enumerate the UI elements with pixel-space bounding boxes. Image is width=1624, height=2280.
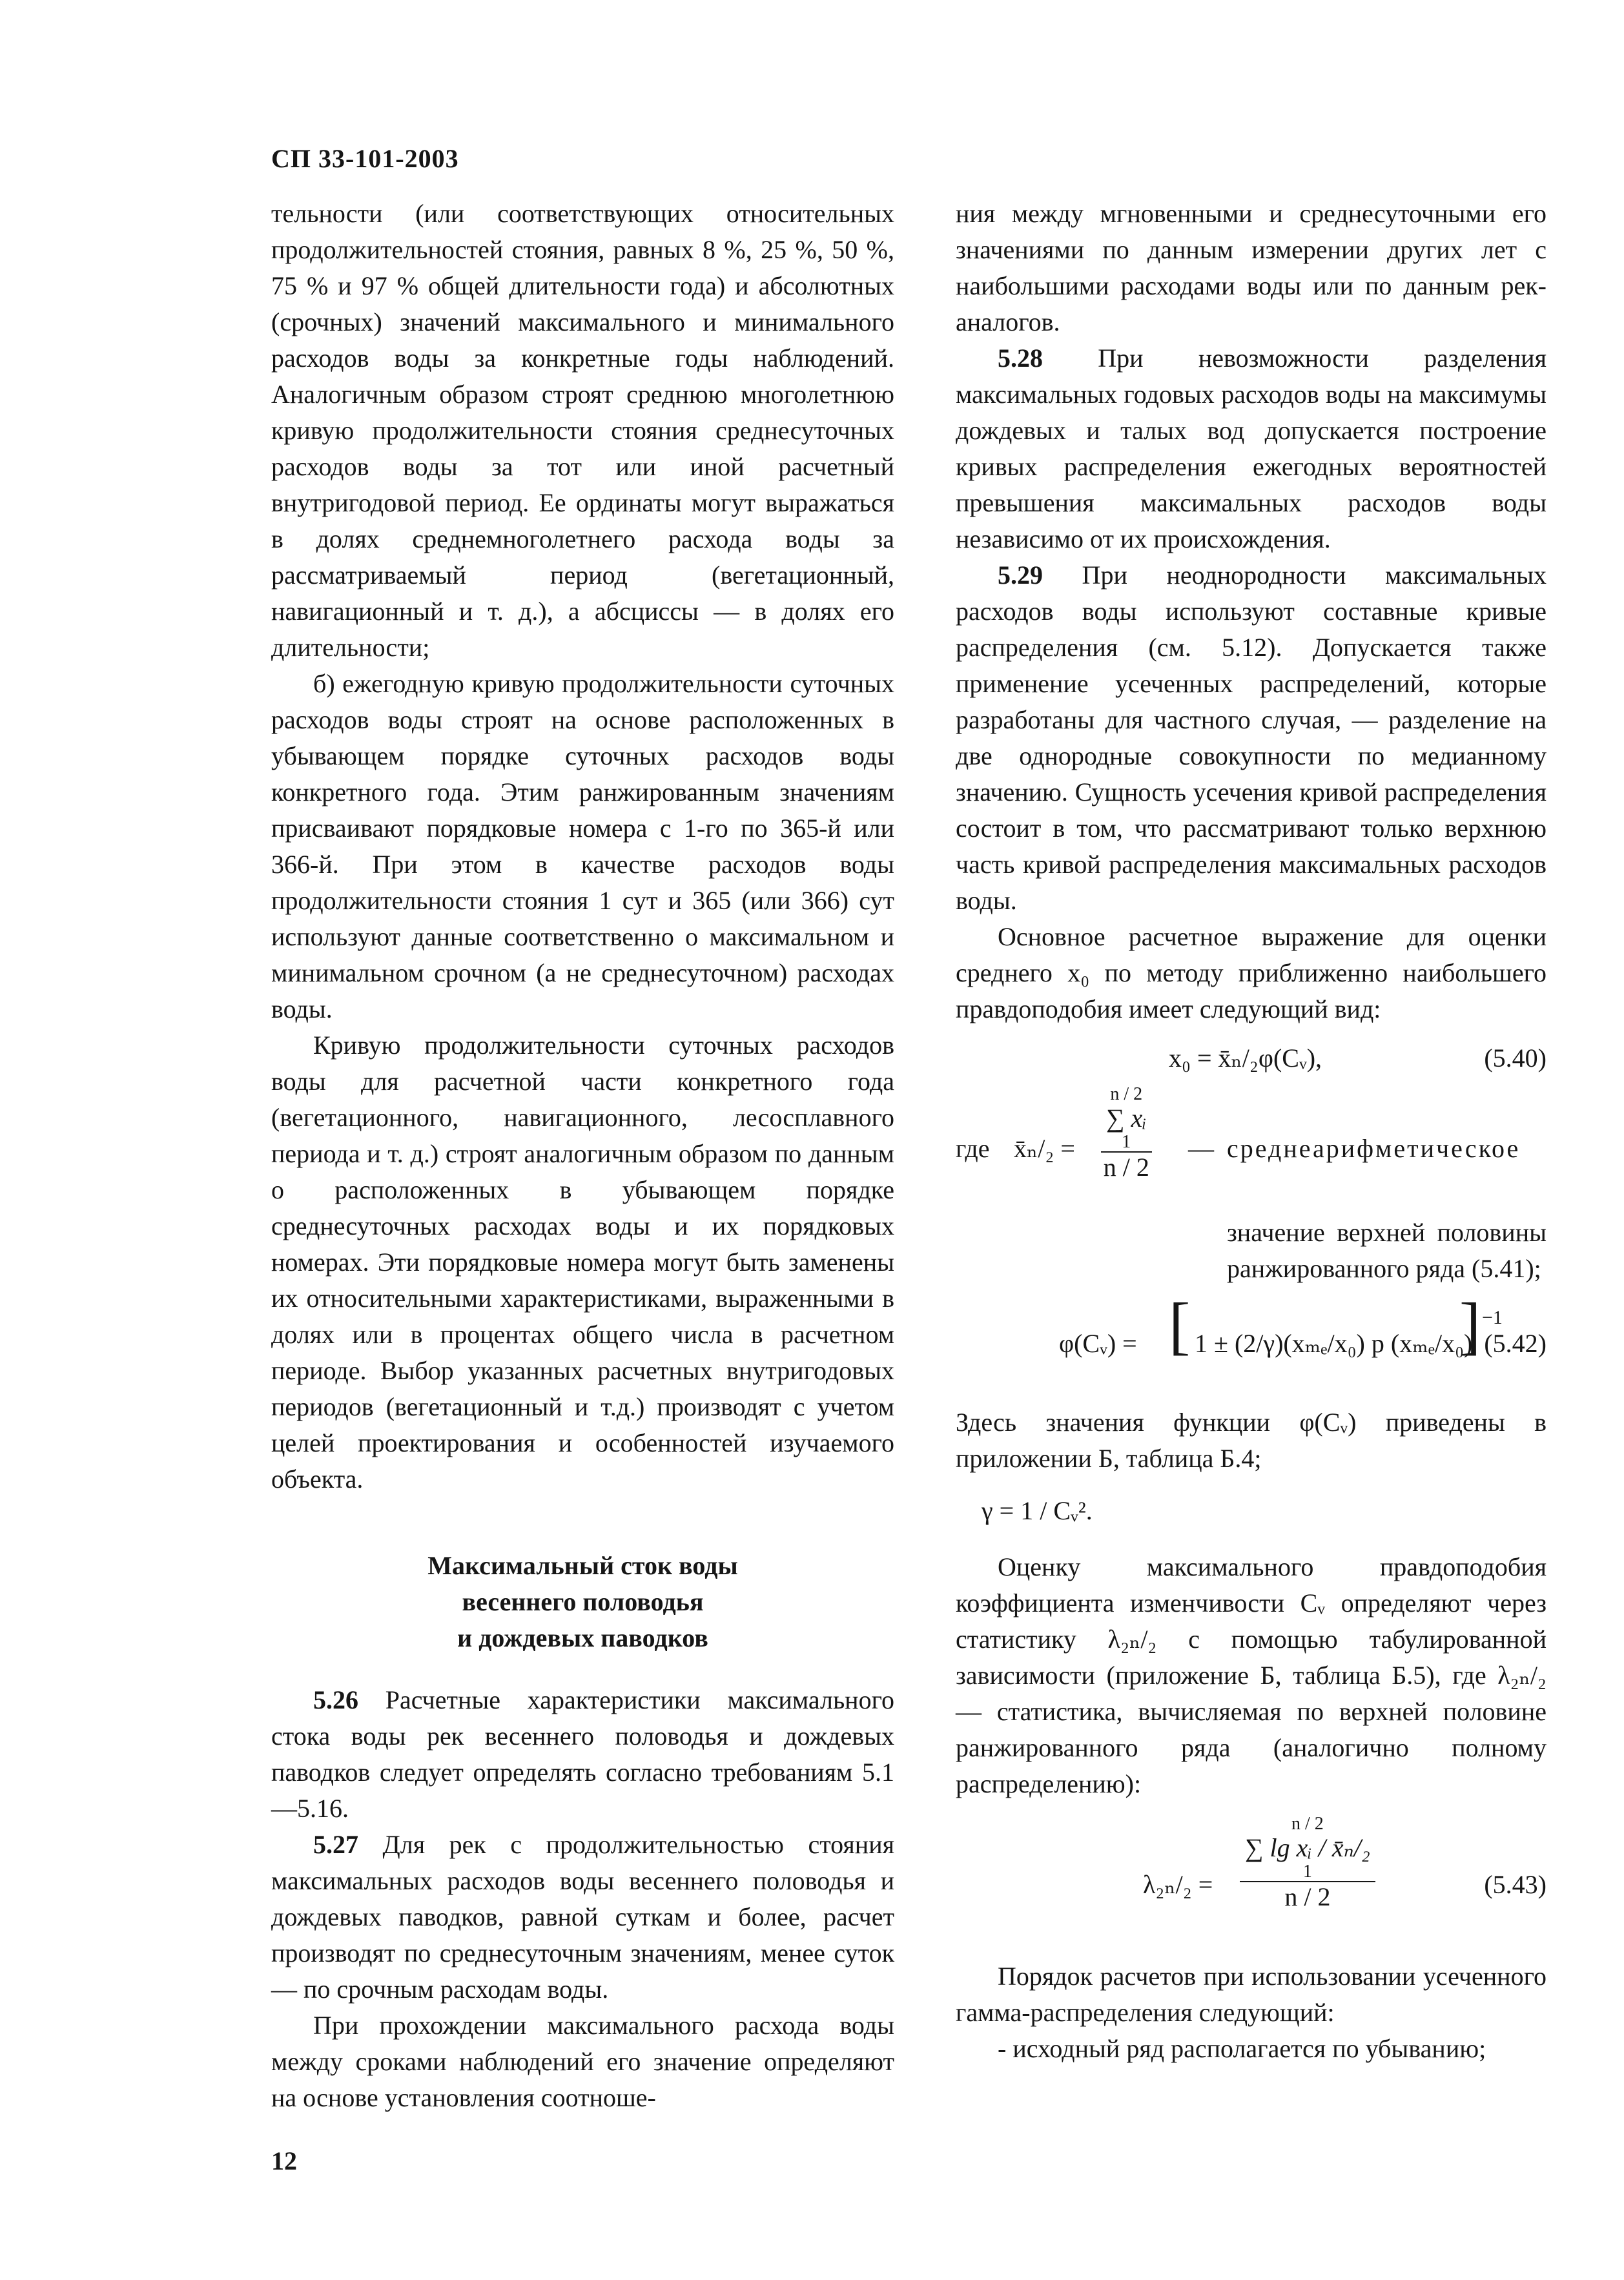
left-paragraph-4: При прохождении максимального расхода воды между сроками наблюдений его значение определяют на основе установления соотноше-	[271, 2011, 894, 2112]
list-item-1: - исходный ряд располагается по убыванию;	[998, 2034, 1486, 2063]
where-fraction-denominator: n / 2	[1103, 1153, 1149, 1182]
paragraph-order: Порядок расчетов при использовании усеченного гамма-распределения следующий:	[956, 1962, 1547, 2027]
clause-5-26	[271, 1682, 894, 1827]
where-word: где	[956, 1134, 990, 1163]
section-title-line-1: Максимальный сток воды	[427, 1551, 738, 1580]
where-sum-body: xᵢ	[1131, 1104, 1147, 1133]
left-paragraph-2: б) ежегодную кривую продолжительности суточных расходов воды строят на основе расположенных в убывающем порядке суточных расходов воды конкретного года. Этим ранжированным значениям присваивают порядковые номера с 1-го по 365-й или 366-й. При этом в качестве расходов воды продолжительности стояния 1 сут и 365 (или 366) сут используют данные соответственно о максимальном и минимальном срочном (а не среднесуточном) расходах воды.	[271, 669, 894, 1023]
section-title-line-2: весеннего половодья	[462, 1587, 704, 1616]
where-fraction-numerator	[1101, 1085, 1152, 1153]
formula-5-41	[956, 1085, 1547, 1208]
formula-5-40-number: (5.40)	[1484, 1043, 1547, 1073]
paragraph-basic-expression: Основное расчетное выражение для оценки среднего x₀ по методу приближенно наибольшего правдоподобия имеет следующий вид:	[956, 922, 1547, 1023]
formula-5-43-sum-body: lg xᵢ / x̄ₙ/₂	[1269, 1833, 1370, 1862]
section-title	[271, 1548, 894, 1656]
clause-5-29-number: 5.29	[998, 560, 1043, 590]
left-paragraph-1: тельности (или соответствующих относительных продолжительностей стояния, равных 8 %, 25 %, 50 %, 75 % и 97 % общей длительности года) и абсолютных (срочных) значений максимального и минимального расходов воды за конкретные годы наблюдений. Аналогичным образом строят среднюю многолетнюю кривую продолжительности стояния среднесуточных расходов воды за тот или иной расчетный внутригодовой период. Ее ординаты могут выражаться в долях среднемноголетнего расхода воды за рассматриваемый период (вегетационный, навигационный и т. д.), а абсциссы — в долях его длительности;	[271, 199, 894, 662]
formula-5-43-sum-bottom: 1	[1302, 1862, 1312, 1882]
formula-5-43-numerator	[1240, 1815, 1375, 1882]
formula-5-43-denominator: n / 2	[1284, 1882, 1331, 1911]
where-sum-sign: ∑	[1106, 1104, 1125, 1133]
formula-gamma-expression: γ = 1 / Cᵥ².	[982, 1496, 1093, 1525]
formula-5-40	[956, 1034, 1547, 1079]
formula-5-42-lhs: φ(Cᵥ) =	[1059, 1329, 1137, 1358]
formula-5-43-fraction	[1240, 1815, 1375, 1912]
formula-5-43-sum-top: n / 2	[1291, 1814, 1324, 1834]
formula-5-42-power: −1	[1482, 1307, 1503, 1328]
formula-5-43	[956, 1815, 1547, 1944]
paragraph-estimate: Оценку максимального правдоподобия коэффициента изменчивости Cᵥ определяют через статистику λ₂ₙ/₂ с помощью табулированной зависимости (приложение Б, таблица Б.5), где λ₂ₙ/₂ — статистика, вычисляемая по верхней половине ранжированного ряда (аналогично полному распределению):	[956, 1552, 1547, 1798]
where-fraction	[1101, 1085, 1152, 1182]
clause-5-27	[271, 1827, 894, 2008]
clause-5-26-number: 5.26	[313, 1685, 358, 1714]
clause-5-27-number: 5.27	[313, 1830, 358, 1859]
clause-5-28	[956, 340, 1547, 557]
clause-5-26-text: Расчетные характеристики максимального стока воды рек весеннего половодья и дождевых паводков следует определять согласно требованиям 5.1—5.16.	[271, 1685, 894, 1823]
right-column	[956, 196, 1547, 2067]
formula-5-43-sum-sign: ∑	[1245, 1833, 1264, 1862]
formula-5-43-lhs: λ₂ₙ/₂ =	[1143, 1870, 1213, 1899]
left-paragraph-3: Кривую продолжительности суточных расходов воды для расчетной части конкретного года (вегетационного, навигационного, лесосплавного периода и т. д.) строят аналогичным образом по данным о расположенных в убывающем порядке среднесуточных расходах воды и их порядковых номерах. Эти порядковые номера могут быть заменены их относительными характеристиками, выраженными в долях или в процентах общего числа в расчетном периоде. Выбор указанных расчетных внутригодовых периодов (вегетационный и т.д.) производят с учетом целей проектирования и особенностей изучаемого объекта.	[271, 1031, 894, 1494]
formula-5-42-bracket-close: ]	[1459, 1289, 1481, 1361]
where-description-2: значение верхней половины ранжированного ряда (5.41);	[1227, 1218, 1547, 1283]
where-sum-top: n / 2	[1110, 1084, 1143, 1104]
section-title-line-3: и дождевых паводков	[457, 1623, 708, 1652]
right-paragraph-1: ния между мгновенными и среднесуточными его значениями по данным измерении других лет с наибольшими расходами воды или по данным рек-аналогов.	[956, 199, 1547, 336]
clause-5-29	[956, 557, 1547, 919]
formula-5-42-body: 1 ± (2/γ)(xₘₑ/x₀) p (xₘₑ/x₀)	[1195, 1329, 1473, 1358]
paragraph-here-values: Здесь значения функции φ(Cᵥ) приведены в приложении Б, таблица Б.4;	[956, 1408, 1547, 1473]
where-lhs: x̄ₙ/₂ =	[1014, 1134, 1075, 1163]
clause-5-28-text: При невозможности разделения максимальных годовых расходов воды на максимумы дождевых и талых вод допускается построение кривых распределения ежегодных вероятностей превышения максимальных расходов воды независимо от их происхождения.	[956, 344, 1547, 553]
formula-5-43-number: (5.43)	[1484, 1870, 1547, 1899]
left-column	[271, 196, 894, 2116]
formula-5-42	[956, 1289, 1547, 1390]
clause-5-29-text: При неоднородности максимальных расходов воды используют составные кривые распределения (см. 5.12). Допускается также применение усеченных распределений, которые разработаны для частного случая, — разделение на две однородные совокупности по медианному значению. Сущность усечения кривой распределения состоит в том, что рассматривают только верхнюю часть кривой распределения максимальных расходов воды.	[956, 560, 1547, 915]
clause-5-28-number: 5.28	[998, 344, 1043, 373]
where-sum-bottom: 1	[1122, 1132, 1131, 1152]
where-dash: —	[1188, 1134, 1214, 1163]
page-number: 12	[271, 2146, 297, 2175]
formula-gamma	[956, 1483, 1547, 1535]
where-description-1: среднеарифметическое	[1227, 1134, 1521, 1163]
document-header: СП 33-101-2003	[271, 144, 459, 173]
formula-5-40-expression: x₀ = x̄ₙ/₂φ(Cᵥ),	[1169, 1043, 1322, 1073]
formula-5-42-bracket-open: [	[1169, 1289, 1191, 1361]
formula-5-42-number: (5.42)	[1484, 1329, 1547, 1358]
clause-5-27-text: Для рек с продолжительностью стояния максимальных расходов воды весеннего половодья и дождевых паводков, равной суткам и более, расчет производят по среднесуточным значениям, менее суток — по срочным расходам воды.	[271, 1830, 894, 2004]
